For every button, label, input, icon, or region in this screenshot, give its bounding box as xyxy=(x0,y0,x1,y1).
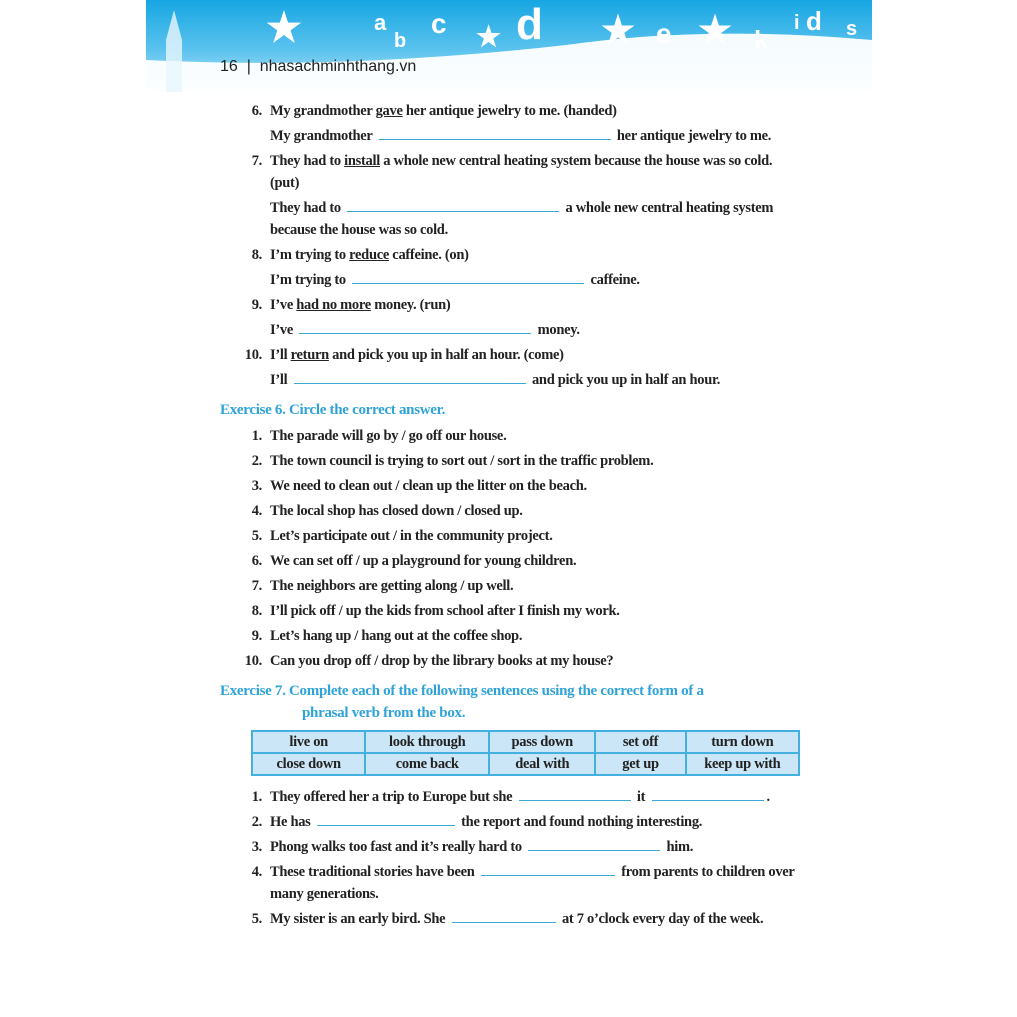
exercise-5-list xyxy=(220,100,800,391)
text: The local shop has xyxy=(270,503,382,519)
item-sentence xyxy=(270,297,450,313)
text: money. xyxy=(534,322,580,338)
exercise-item xyxy=(220,550,800,572)
phrasal-verb-box xyxy=(251,730,800,776)
exercise-6-list xyxy=(220,425,800,672)
item-sentence xyxy=(270,478,587,494)
item-sentence xyxy=(270,628,522,644)
item-sentence xyxy=(270,247,469,263)
text: My grandmother xyxy=(270,103,376,119)
item-sentence xyxy=(270,864,794,902)
item-sentence xyxy=(270,653,613,669)
star-icon: ★ xyxy=(476,21,502,52)
exercise-item xyxy=(220,908,800,930)
box-row xyxy=(252,753,799,775)
text: the report and found nothing interesting. xyxy=(457,814,703,830)
bold-text: go by / go off xyxy=(366,428,442,444)
phrasal-verb: close down xyxy=(252,753,365,775)
text: They had to xyxy=(270,200,345,216)
box-row xyxy=(252,731,799,753)
exercise-item xyxy=(220,786,800,808)
item-sentence xyxy=(270,528,553,544)
phrasal-verb: deal with xyxy=(489,753,595,775)
item-number: 1. xyxy=(251,428,262,444)
text: the kids from school after I finish my work. xyxy=(361,603,620,619)
text: and pick you up in half an hour. xyxy=(328,347,524,363)
text: caffeine. xyxy=(587,272,640,288)
star-icon: ★ xyxy=(266,6,302,50)
item-number: 5. xyxy=(251,528,262,544)
item-rewrite xyxy=(270,125,800,147)
text: He has xyxy=(270,814,314,830)
item-number: 7. xyxy=(251,578,262,594)
phrasal-verb: pass down xyxy=(489,731,595,753)
text: . xyxy=(766,789,770,805)
text: him. xyxy=(663,839,694,855)
item-number: 6. xyxy=(251,553,262,569)
answer-blank[interactable] xyxy=(519,786,631,801)
item-number: 1. xyxy=(251,789,262,805)
text: They offered her a trip to Europe but she xyxy=(270,789,516,805)
bold-text: closed down / closed up xyxy=(381,503,520,519)
exercise-item xyxy=(220,650,800,672)
phrasal-verb: live on xyxy=(252,731,365,753)
item-sentence xyxy=(270,153,772,191)
answer-blank[interactable] xyxy=(452,908,556,923)
text: the community project. xyxy=(411,528,553,544)
letter-s-decor: s xyxy=(846,18,858,40)
exercise-item xyxy=(220,100,800,147)
text: I’m trying to xyxy=(270,247,350,263)
answer-blank[interactable] xyxy=(317,811,455,826)
text: We need to xyxy=(270,478,339,494)
text: I’ll xyxy=(270,603,291,619)
bold-text: (handed) xyxy=(563,103,617,119)
item-number: 10. xyxy=(244,347,262,363)
item-number: 7. xyxy=(251,153,262,169)
item-sentence xyxy=(270,103,617,119)
text: I’m trying to xyxy=(270,272,350,288)
page-header-banner xyxy=(146,0,872,92)
text: Let’s xyxy=(270,628,303,644)
text: Can you xyxy=(270,653,324,669)
item-sentence xyxy=(270,603,620,619)
text: a whole new central heating system because the house was so cold. xyxy=(270,200,774,238)
text: I’ll xyxy=(270,372,291,388)
exercise-item xyxy=(220,836,800,858)
text: I’ve xyxy=(270,322,297,338)
item-number: 4. xyxy=(251,503,262,519)
answer-blank[interactable] xyxy=(481,861,615,876)
text: her antique jewelry to me. xyxy=(613,128,772,144)
underlined-word: gave xyxy=(375,103,403,119)
item-number: 9. xyxy=(251,297,262,313)
exercise-item xyxy=(220,600,800,622)
letter-e-decor: e xyxy=(656,18,672,49)
exercise-item xyxy=(220,425,800,447)
underlined-word: reduce xyxy=(349,247,389,263)
text: These traditional stories have been xyxy=(270,864,478,880)
page-info xyxy=(220,58,416,76)
text: a whole new central heating system because the house was so cold. xyxy=(379,153,773,169)
text: it xyxy=(633,789,649,805)
text: The town council is trying to xyxy=(270,453,442,469)
bold-text: out / in xyxy=(370,528,412,544)
bold-text: (on) xyxy=(444,247,469,263)
text: Let’s participate xyxy=(270,528,371,544)
item-number: 4. xyxy=(251,864,262,880)
text: caffeine. xyxy=(388,247,445,263)
exercise-item xyxy=(220,450,800,472)
exercise-item xyxy=(220,861,800,905)
item-number: 8. xyxy=(251,247,262,263)
answer-blank[interactable] xyxy=(528,836,660,851)
separator: | xyxy=(246,58,251,75)
letter-b-decor: b xyxy=(394,30,407,52)
phrasal-verb: get up xyxy=(595,753,685,775)
item-sentence xyxy=(270,814,702,830)
bold-text: along / up xyxy=(424,578,483,594)
item-sentence xyxy=(270,578,513,594)
item-number: 6. xyxy=(251,103,262,119)
answer-blank[interactable] xyxy=(347,197,559,212)
text: My grandmother xyxy=(270,128,376,144)
item-sentence xyxy=(270,453,653,469)
text: The neighbors are getting xyxy=(270,578,425,594)
bold-text: pick off / up xyxy=(290,603,362,619)
item-sentence xyxy=(270,503,523,519)
bold-text: sort out / sort in xyxy=(441,453,536,469)
exercise-7-title: Exercise 7. Complete each of the following sentences using the correct form of a xyxy=(220,683,704,699)
text: My sister is an early bird. She xyxy=(270,911,449,927)
item-sentence xyxy=(270,839,693,855)
exercise-6-heading: Exercise 6. Circle the correct answer. xyxy=(220,402,446,418)
item-rewrite xyxy=(270,369,800,391)
text: from parents to children over many generations. xyxy=(270,864,795,902)
text: well. xyxy=(482,578,514,594)
answer-blank[interactable] xyxy=(379,125,611,140)
text: the traffic problem. xyxy=(535,453,654,469)
page-number: 16 xyxy=(220,58,238,75)
item-sentence xyxy=(270,553,576,569)
item-number: 8. xyxy=(251,603,262,619)
text: money. xyxy=(370,297,420,313)
exercise-item xyxy=(220,575,800,597)
letter-c-decor: c xyxy=(431,8,447,39)
exercise-item xyxy=(220,811,800,833)
exercise-item xyxy=(220,294,800,341)
bold-text: set off / up xyxy=(317,553,379,569)
phrasal-verb: keep up with xyxy=(686,753,799,775)
answer-blank[interactable] xyxy=(352,269,584,284)
text: the library books at my house? xyxy=(427,653,614,669)
underlined-word: return xyxy=(290,347,329,363)
star-icon: ★ xyxy=(698,10,733,52)
item-number: 3. xyxy=(251,839,262,855)
answer-blank[interactable] xyxy=(652,786,764,801)
underlined-word: install xyxy=(344,153,380,169)
exercise-item xyxy=(220,525,800,547)
bold-text: (put) xyxy=(270,175,300,191)
text: her antique jewelry to me. xyxy=(402,103,564,119)
underlined-word: had no more xyxy=(296,297,371,313)
exercise-7-title-cont: phrasal verb from the box. xyxy=(302,705,466,721)
item-number: 2. xyxy=(251,453,262,469)
text: at 7 o’clock every day of the week. xyxy=(558,911,764,927)
phrasal-verb: turn down xyxy=(686,731,799,753)
item-rewrite xyxy=(270,269,800,291)
text: They had to xyxy=(270,153,345,169)
exercise-item xyxy=(220,475,800,497)
answer-blank[interactable] xyxy=(299,319,531,334)
text: I’ve xyxy=(270,297,297,313)
text: . xyxy=(519,503,523,519)
answer-blank[interactable] xyxy=(294,369,526,384)
item-number: 10. xyxy=(244,653,262,669)
bold-text: clean out / clean up xyxy=(338,478,453,494)
exercise-7-list xyxy=(220,786,800,930)
exercise-7-heading xyxy=(220,680,800,724)
exercise-item xyxy=(220,150,800,241)
text: at the coffee shop. xyxy=(413,628,523,644)
item-sentence xyxy=(270,428,506,444)
bold-text: (come) xyxy=(523,347,564,363)
phrasal-verb: look through xyxy=(365,731,489,753)
exercise-item xyxy=(220,244,800,291)
letter-a-decor: a xyxy=(374,10,387,35)
item-sentence xyxy=(270,347,564,363)
bold-text: hang up / hang out xyxy=(302,628,414,644)
website: nhasachminhthang.vn xyxy=(259,58,417,75)
text: the litter on the beach. xyxy=(452,478,587,494)
exercise-item xyxy=(220,500,800,522)
letter-d-decor-2: d xyxy=(806,6,822,36)
text: our house. xyxy=(441,428,507,444)
text: I’ll xyxy=(270,347,291,363)
letter-k-decor: k xyxy=(754,25,769,55)
item-sentence xyxy=(270,911,763,927)
item-number: 3. xyxy=(251,478,262,494)
exercise-item xyxy=(220,625,800,647)
exercise-item xyxy=(220,344,800,391)
bold-text: (run) xyxy=(419,297,451,313)
text: We can xyxy=(270,553,318,569)
text: a playground for young children. xyxy=(378,553,577,569)
text: Phong walks too fast and it’s really hard to xyxy=(270,839,526,855)
item-sentence xyxy=(270,789,770,805)
phrasal-verb: come back xyxy=(365,753,489,775)
item-number: 9. xyxy=(251,628,262,644)
letter-d-decor: d xyxy=(516,0,543,49)
item-number: 5. xyxy=(251,911,262,927)
item-rewrite xyxy=(270,197,800,241)
item-rewrite xyxy=(270,319,800,341)
item-number: 2. xyxy=(251,814,262,830)
text: and pick you up in half an hour. xyxy=(528,372,721,388)
page-content xyxy=(220,100,800,933)
phrasal-verb: set off xyxy=(595,731,685,753)
letter-i-decor: i xyxy=(794,12,800,34)
text: The parade will xyxy=(270,428,367,444)
star-icon: ★ xyxy=(601,10,636,52)
bold-text: drop off / drop by xyxy=(323,653,428,669)
